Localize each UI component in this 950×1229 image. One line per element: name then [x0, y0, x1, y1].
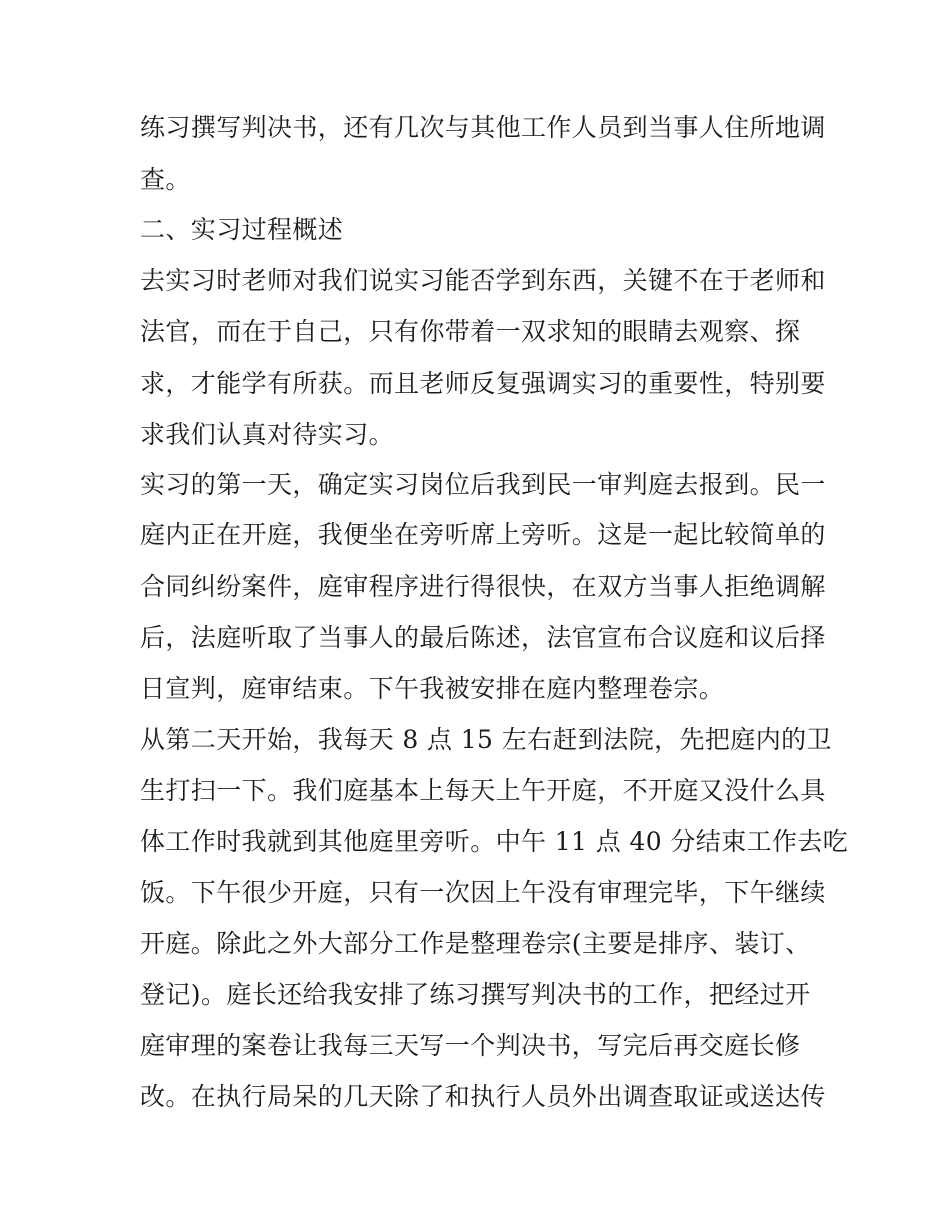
text-line: 登记)。庭长还给我安排了练习撰写判决书的工作，把经过开	[140, 980, 811, 1009]
text-line: 查。	[140, 165, 191, 194]
text-line: 开庭。除此之外大部分工作是整理卷宗(主要是排序、装订、	[140, 929, 811, 958]
text-line: 体工作时我就到其他庭里旁听。中午 11 点 40 分结束工作去吃	[140, 827, 849, 856]
section-heading: 二、实习过程概述	[140, 215, 344, 244]
text-line: 求，才能学有所获。而且老师反复强调实习的重要性，特别要	[140, 369, 826, 398]
text-line: 庭审理的案卷让我每三天写一个判决书，写完后再交庭长修	[140, 1031, 801, 1060]
text-line: 练习撰写判决书，还有几次与其他工作人员到当事人住所地调	[140, 113, 826, 142]
text-line: 求我们认真对待实习。	[140, 420, 395, 449]
text-line: 改。在执行局呆的几天除了和执行人员外出调查取证或送达传	[140, 1082, 826, 1111]
text-line: 去实习时老师对我们说实习能否学到东西，关键不在于老师和	[140, 266, 826, 295]
text-line: 从第二天开始，我每天 8 点 15 左右赶到法院，先把庭内的卫	[140, 725, 832, 754]
text-line: 庭内正在开庭，我便坐在旁听席上旁听。这是一起比较简单的	[140, 520, 826, 549]
text-line: 合同纠纷案件，庭审程序进行得很快，在双方当事人拒绝调解	[140, 572, 826, 601]
text-line: 日宣判，庭审结束。下午我被安排在庭内整理卷宗。	[140, 674, 725, 703]
text-line: 饭。下午很少开庭，只有一次因上午没有审理完毕，下午继续	[140, 878, 826, 907]
text-line: 生打扫一下。我们庭基本上每天上午开庭，不开庭又没什么具	[140, 776, 826, 805]
text-line: 实习的第一天，确定实习岗位后我到民一审判庭去报到。民一	[140, 470, 826, 499]
text-line: 后，法庭听取了当事人的最后陈述，法官宣布合议庭和议后择	[140, 623, 826, 652]
text-line: 法官，而在于自己，只有你带着一双求知的眼睛去观察、探	[140, 317, 801, 346]
